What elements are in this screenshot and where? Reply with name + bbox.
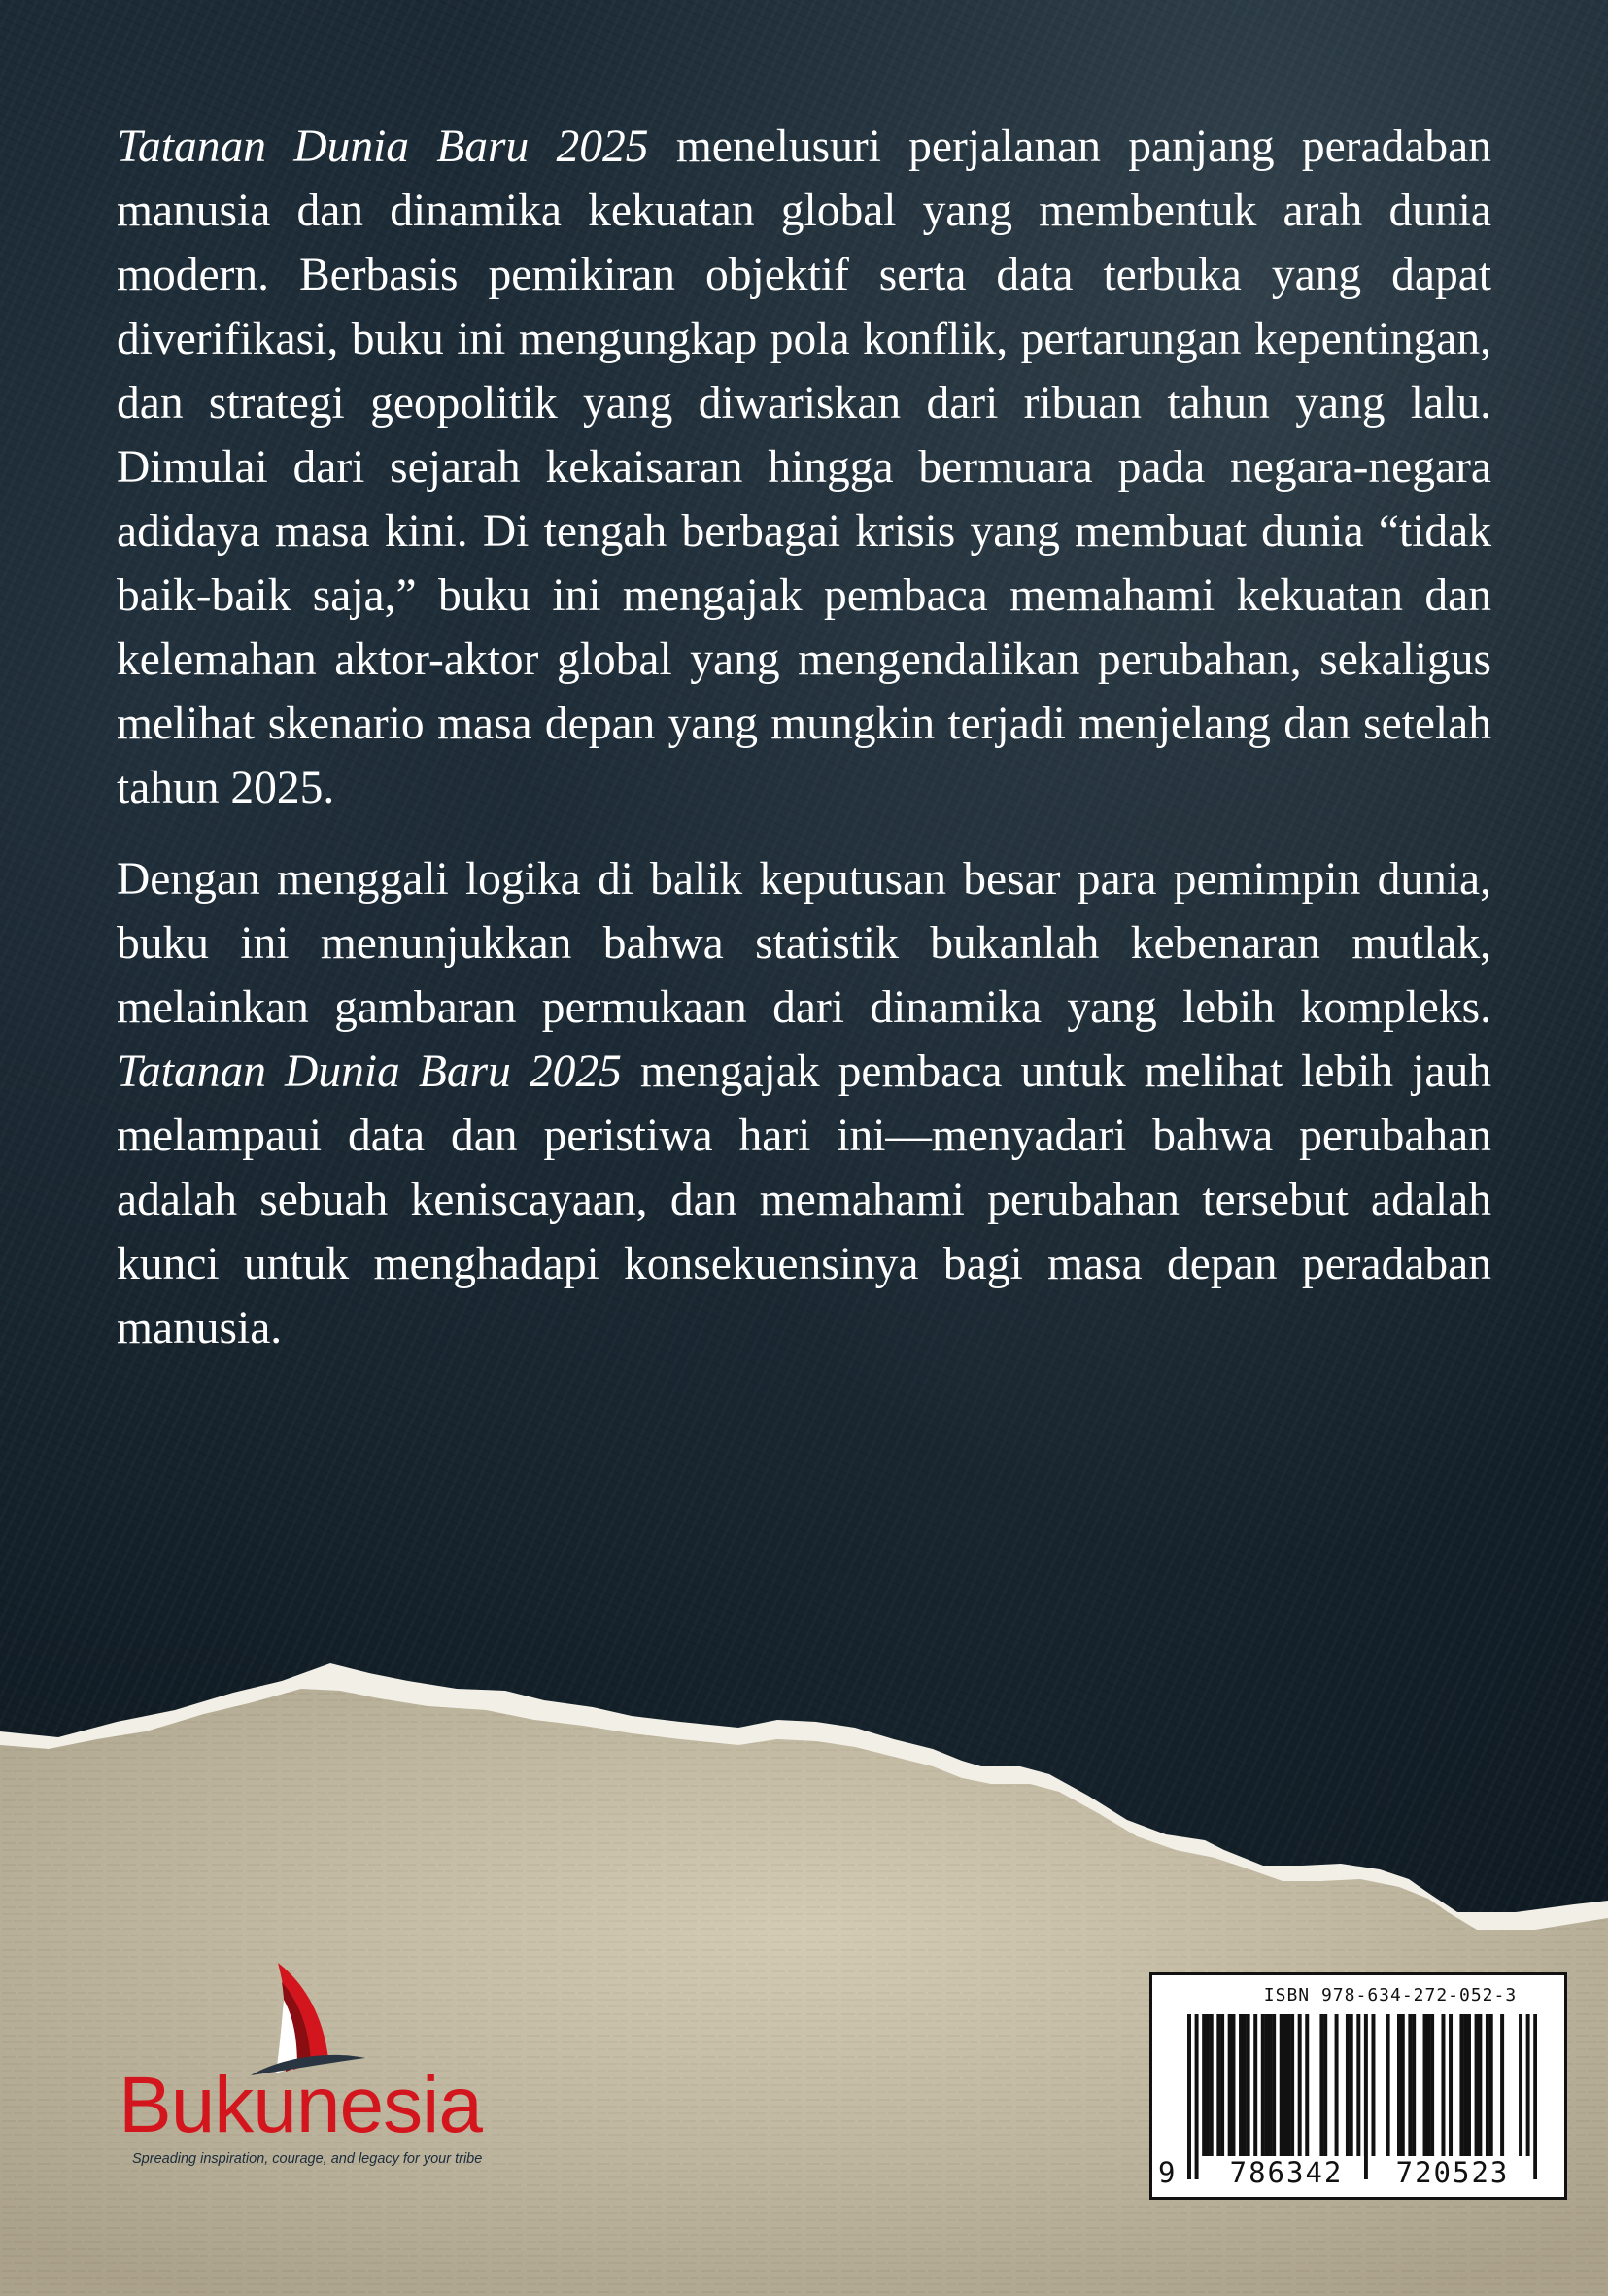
barcode-bar [1268,2014,1272,2156]
barcode-bar [1319,2014,1323,2156]
barcode-bar [1500,2014,1504,2156]
book-title-italic-2: Tatanan Dunia Baru 2025 [117,1046,622,1097]
isbn-label: ISBN 978-634-272-052-3 [1263,1985,1518,2005]
barcode-bar [1356,2014,1360,2179]
barcode-bar [1397,2014,1401,2156]
isbn-barcode [1149,1972,1567,2200]
barcode-bar [1239,2014,1243,2156]
blurb-paragraph-2-text-after: mengajak pembaca untuk melihat lebih jauh melampaui data dan peristiwa hari ini—menyadari bahwa perubahan adalah sebuah keniscayaan, dan memahami perubahan tersebut adalah kunci untuk menghadapi konsekuensinya bagi masa depan peradaban manusia. [117,1046,1491,1354]
barcode-bar [1350,2014,1353,2156]
publisher-tagline: Spreading inspiration, courage, and legacy for your tribe [132,2151,483,2167]
barcode-bar [1228,2014,1232,2156]
barcode-bar [1210,2014,1214,2156]
barcode-bar [1283,2014,1287,2156]
book-title-italic: Tatanan Dunia Baru 2025 [117,121,649,172]
barcode-bar [1467,2014,1471,2156]
barcode-bar [1346,2014,1350,2156]
barcode-bar [1335,2014,1339,2156]
barcode-bar [1206,2014,1210,2156]
barcode-bar [1408,2014,1412,2156]
barcode-bar [1220,2014,1224,2156]
barcode-bar [1478,2014,1482,2156]
barcode-bar [1187,2014,1191,2179]
barcode-bar [1243,2014,1247,2156]
barcode-bar [1519,2014,1522,2156]
barcode-bar [1449,2014,1453,2156]
barcode-bar [1298,2014,1302,2156]
barcode-bar [1202,2014,1206,2156]
barcode-bar [1323,2014,1327,2156]
barcode-bar [1253,2014,1257,2156]
barcode-bar [1412,2014,1416,2156]
publisher-name: Bukunesia [119,2061,482,2149]
barcode-bar [1401,2014,1405,2156]
bukunesia-book-icon [222,1961,367,2077]
barcode-bar [1441,2014,1445,2156]
barcode-bar [1386,2014,1390,2156]
barcode-bar [1423,2014,1427,2156]
barcode-bar [1195,2014,1199,2179]
barcode-bar [1265,2014,1269,2156]
barcode-bar [1290,2014,1294,2156]
barcode-bar [1489,2014,1493,2156]
barcode-bar [1286,2014,1290,2156]
barcode-bar [1486,2014,1489,2156]
barcode-bar [1371,2014,1375,2156]
barcode-bar [1261,2014,1265,2156]
barcode-bar [1533,2014,1537,2179]
barcode-bars [1187,2014,1537,2179]
barcode-bar [1216,2014,1220,2156]
publisher-logo [119,1961,527,2184]
barcode-bar [1426,2014,1430,2156]
barcode-bar [1364,2014,1368,2179]
ean-right-digits: 720523 [1372,2156,1533,2189]
ean-left-digits: 786342 [1209,2156,1364,2189]
barcode-bar [1526,2014,1530,2179]
barcode-bar [1305,2014,1309,2156]
barcode-bar [1459,2014,1463,2156]
barcode-bar [1247,2014,1250,2156]
ean-first-digit: 9 [1158,2156,1176,2189]
blurb-paragraph-2-text-before: Dengan menggali logika di balik keputusan besar para pemimpin dunia, buku ini menunjukkan bahwa statistik bukanlah kebenaran mutlak, melainkan gambaran permukaan dari dinamika yang lebih kompleks. [117,854,1491,1033]
barcode-bar [1430,2014,1434,2156]
barcode-bar [1231,2014,1235,2156]
blurb-paragraph-1-text: menelusuri perjalanan panjang peradaban manusia dan dinamika kekuatan global yang membentuk arah dunia modern. Berbasis pemikiran objektif serta data terbuka yang dapat diverifikasi, buku ini mengungkap pola konflik, pertarungan kepentingan, dan strategi geopolitik yang diwariskan dari ribuan tahun yang lalu. Dimulai dari sejarah kekaisaran hingga bermuara pada negara-negara adidaya masa kini. Di tengah berbagai krisis yang membuat dunia “tidak baik-baik saja,” buku ini mengajak pembaca memahami kekuatan dan kelemahan aktor-aktor global yang mengendalikan perubahan, sekaligus melihat skenario masa depan yang mungkin terjadi menjelang dan setelah tahun 2025. [117,121,1491,813]
barcode-bar [1280,2014,1283,2156]
barcode-bar [1272,2014,1276,2156]
barcode-bar [1463,2014,1467,2156]
barcode-bar [1475,2014,1479,2156]
